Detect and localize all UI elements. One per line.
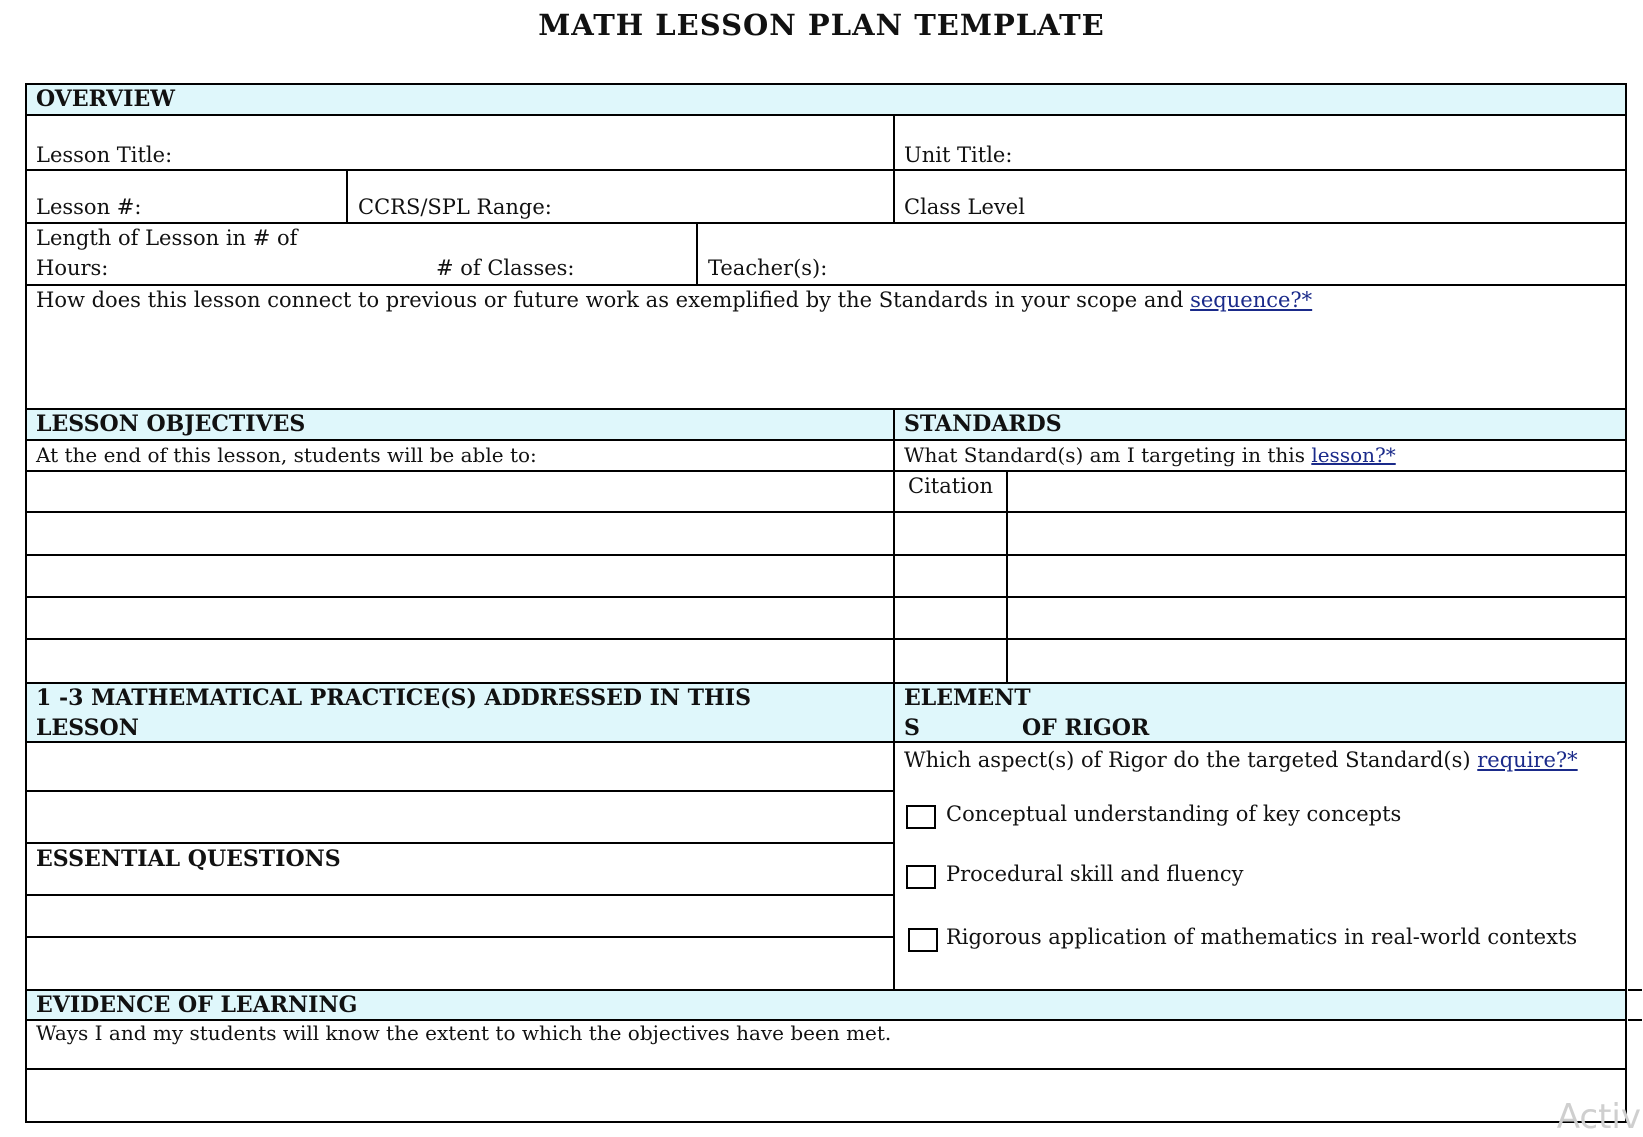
require-link[interactable]: require?* (1477, 748, 1578, 772)
objective-row-3[interactable] (25, 596, 1627, 598)
unit-title-label: Unit Title: (904, 143, 1013, 167)
citation-label: Citation (908, 474, 994, 498)
evidence-row[interactable] (25, 1068, 1627, 1070)
evidence-prompt: Ways I and my students will know the extent to which the objectives have been met. (36, 1021, 892, 1045)
objectives-prompt: At the end of this lesson, students will be able to: (36, 443, 537, 467)
standards-header: STANDARDS (904, 411, 1062, 437)
practices-header-line2: LESSON (36, 715, 139, 741)
essential-question-row[interactable] (25, 936, 895, 938)
connect-question (36, 288, 1312, 312)
overview-header-bar (27, 85, 1625, 114)
rigor-header-line2b: OF RIGOR (1022, 715, 1150, 741)
objective-row-1[interactable] (25, 511, 1627, 513)
num-classes-label: # of Classes: (436, 256, 575, 280)
essential-questions-header: ESSENTIAL QUESTIONS (36, 846, 341, 872)
length-label-line1: Length of Lesson in # of (36, 226, 298, 250)
application-option-label: Rigorous application of mathematics in real-world contexts (946, 925, 1578, 949)
practices-header-line1: 1 -3 MATHEMATICAL PRACTICE(S) ADDRESSED IN THIS (36, 685, 751, 711)
conceptual-checkbox[interactable] (906, 805, 936, 829)
objective-row-4[interactable] (25, 638, 1627, 640)
class-level-label: Class Level (904, 195, 1025, 219)
rigor-question (904, 748, 1578, 772)
rigor-question-text: Which aspect(s) of Rigor do the targeted Standard(s) (904, 748, 1471, 772)
practice-row-2[interactable] (25, 842, 895, 844)
connect-question-text: How does this lesson connect to previous or future work as exemplified by the Standards in your scope and (36, 288, 1184, 312)
standards-prompt (904, 443, 1396, 467)
lesson-title-label: Lesson Title: (36, 143, 173, 167)
practice-row-1[interactable] (25, 790, 895, 792)
objectives-header: LESSON OBJECTIVES (36, 411, 306, 437)
page-title: MATH LESSON PLAN TEMPLATE (538, 8, 1105, 42)
procedural-option-label: Procedural skill and fluency (946, 862, 1244, 886)
application-checkbox[interactable] (908, 928, 938, 952)
rigor-header-line1: ELEMENT (904, 685, 1031, 711)
objective-row-2[interactable] (25, 554, 1627, 556)
conceptual-option-label: Conceptual understanding of key concepts (946, 802, 1402, 826)
teachers-label: Teacher(s): (708, 256, 828, 280)
evidence-header: EVIDENCE OF LEARNING (36, 992, 358, 1018)
sequence-link[interactable]: sequence?* (1190, 288, 1313, 312)
length-label-line2: Hours: (36, 256, 109, 280)
overview-header: OVERVIEW (36, 86, 175, 112)
standards-prompt-text: What Standard(s) am I targeting in this (904, 443, 1305, 467)
ccrs-range-label: CCRS/SPL Range: (358, 195, 552, 219)
lesson-number-label: Lesson #: (36, 195, 142, 219)
procedural-checkbox[interactable] (906, 865, 936, 889)
rigor-header-line2a: S (904, 715, 920, 741)
activation-watermark: Activ (1556, 1097, 1641, 1137)
lesson-link[interactable]: lesson?* (1311, 443, 1396, 467)
